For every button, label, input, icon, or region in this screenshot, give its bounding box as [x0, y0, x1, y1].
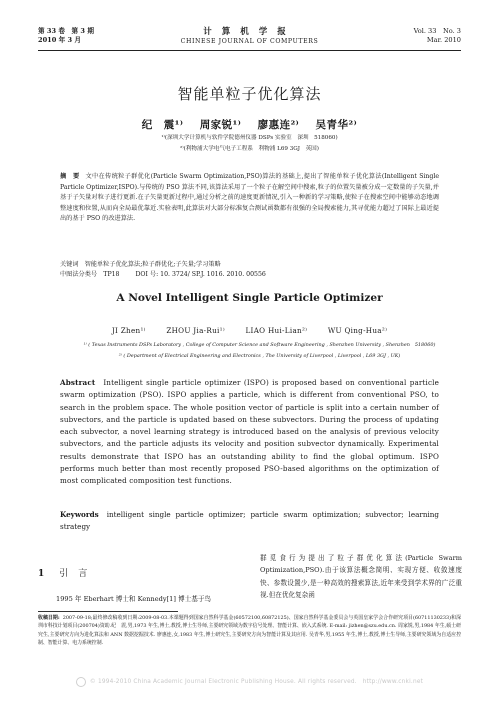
keywords-label-cn: 关键词	[60, 261, 79, 268]
author-en: WU Qing-Hua²⁾	[327, 326, 388, 335]
affiliation-en-2: ²⁾ ( Department of Electrical Engineering and Electronics , The University of Liverpool , Liverpool , L69 3GJ , UK)	[118, 353, 401, 359]
footnote-text: 2007-09-18;最终修改稿收到日期:2009-08-03.本课题得到国家自然科学基金(60572100,60872125)、国家自然科学基金委员会与英国皇家学会合作研究项目(60711130233)和深圳市科技计划项目(200704)资助.纪 震,男,1973 年生,博士,教授,博士生导师,主要研究领域为数字信号处理、智能计算、嵌入式系统. E-mail: jizhen@szu.edu.cn. 周家锐,男,1984 年生,硕士研究生,主要研究方向为进化算法和 ANN 数据挖掘技术. 廖惠连,女,1983 年生,博士研究生,主要研究方向为智能计算及其应用. 吴青华,男,1955 年生,博士,教授,博士生导师,主要研究领域为自适应控制、智能计算、电力系统控制.	[38, 615, 461, 647]
paper-title-en: A Novel Intelligent Single Particle Optimizer	[116, 292, 383, 304]
author-cn: 廖惠连²⁾	[257, 119, 300, 131]
keywords-cn	[60, 260, 439, 270]
keywords-en	[60, 509, 439, 534]
affiliation-cn-2: ²⁾(利物浦大学电气电子工程系 利物浦 L69 3GJ 英国)	[180, 146, 319, 152]
author-list-en	[0, 326, 499, 335]
header-date-en: Mar. 2010	[426, 36, 461, 44]
keywords-text-en: intelligent single particle optimizer; particle swarm optimization; subvector; learning strategy	[60, 510, 439, 532]
header-volume-cn: 第 33 卷 第 3 期	[38, 27, 94, 35]
intro-text-right: 群觅食行为提出了粒子群优化算法(Particle Swarm Optimization,PSO).由于该算法概念简明、实现方便、收敛速度快、参数设置少,是一种高效的搜索算法,近年来受到学术界的广泛重视.但在优化复杂函	[260, 554, 462, 600]
doi-number: DOI 号: 10. 3724/ SP.J. 1016. 2010. 00556	[135, 271, 266, 278]
abstract-label-en: Abstract	[60, 378, 96, 387]
intro-text-left: 1995 年 Eberhart 博士和 Kennedy[1] 博士基于鸟	[56, 595, 212, 603]
author-en: LIAO Hui-Lian²⁾	[245, 326, 308, 335]
journal-name-cn: 计算机学报	[203, 27, 296, 37]
keywords-label-en: Keywords	[60, 510, 99, 519]
footnote-label: 收稿日期:	[38, 615, 60, 621]
footnote-rule	[38, 611, 178, 612]
publisher-logo-icon	[76, 677, 86, 687]
watermark-text: © 1994-2010 China Academic Journal Electronic Publishing House. All rights reserved. http://www.cnki.net	[89, 679, 424, 685]
section-number: 1	[38, 569, 46, 579]
copyright-watermark	[0, 676, 499, 687]
clc-number: 中图法分类号 TP18	[60, 271, 120, 278]
section-title: 引言	[59, 569, 98, 579]
paper-title-cn: 智能单粒子优化算法	[177, 85, 322, 103]
abstract-en	[60, 377, 439, 488]
author-list-cn	[0, 117, 499, 132]
author-cn: 吴青华²⁾	[315, 119, 358, 131]
affiliation-cn-1: ¹⁾(深圳大学计算机与软件学院德州仪器 DSPs 实验室 深圳 518060)	[161, 135, 338, 141]
author-en: ZHOU Jia-Rui¹⁾	[166, 326, 225, 335]
header-right	[414, 27, 461, 45]
abstract-label-cn: 摘 要	[60, 173, 80, 180]
header-volume-en: Vol. 33 No. 3	[413, 27, 461, 35]
journal-name-en: CHINESE JOURNAL OF COMPUTERS	[180, 38, 319, 45]
section-heading-intro	[38, 566, 97, 579]
footnote	[38, 614, 461, 648]
author-en: JI Zhen¹⁾	[111, 326, 146, 335]
keywords-text-cn: 智能单粒子优化算法;粒子群优化;子矢量;学习策略	[84, 261, 221, 268]
abstract-cn	[60, 172, 439, 225]
running-header	[38, 27, 461, 49]
header-rule	[38, 50, 461, 51]
header-center	[38, 27, 461, 46]
author-cn: 纪 震¹⁾	[141, 119, 184, 131]
author-cn: 周家锐¹⁾	[199, 119, 242, 131]
abstract-text-en: Intelligent single particle optimizer (ISPO) is proposed based on conventional particle swarm optimization (PSO). ISPO applies a particle, which is different from conventional PSO, to search in the problem space. The whole position vector of particle is split into a certain number of subvectors, and the particle is updated based on these subvectors. During the process of updating each subvector, a novel learning strategy is introduced based on the analysis of previous velocity subvectors, and the particle adjusts its velocity and position subvector dynamically. Experimental results demonstrate that ISPO has an outstanding ability to find the global optimum. ISPO performs much better than most recently proposed PSO-based algorithms on the optimization of most complicated composition test functions.	[60, 378, 439, 486]
header-date-cn: 2010 年 3 月	[38, 36, 82, 44]
abstract-text-cn: 文中在传统粒子群优化(Particle Swarm Optimization,PSO)算法的基础上,提出了智能单粒子优化算法(Intelligent Single Particle Optimizer,ISPO).与传统的 PSO 算法不同,该算法采用了一个粒子在解空间中搜索,粒子的位置矢量被分成一定数量的子矢量,并基于子矢量对粒子进行更新.在子矢量更新过程中,通过分析之前的速度更新情况,引入一种新的学习策略,使粒子在搜索空间中能够动态地调整速度和位置,从而向全局最优靠近.实验表明,此算法对大部分标准复合测试函数都有很强的全局搜索能力,其寻优能力超过了国际上最近提出的基于 PSO 的改进算法.	[60, 173, 439, 222]
classification-line	[60, 270, 439, 280]
affiliation-en-1: ¹⁾ ( Texas Instruments DSPs Laboratory , College of Computer Science and Software Engineering , Shenzhen University , Shenzhen 518060)	[83, 342, 436, 348]
